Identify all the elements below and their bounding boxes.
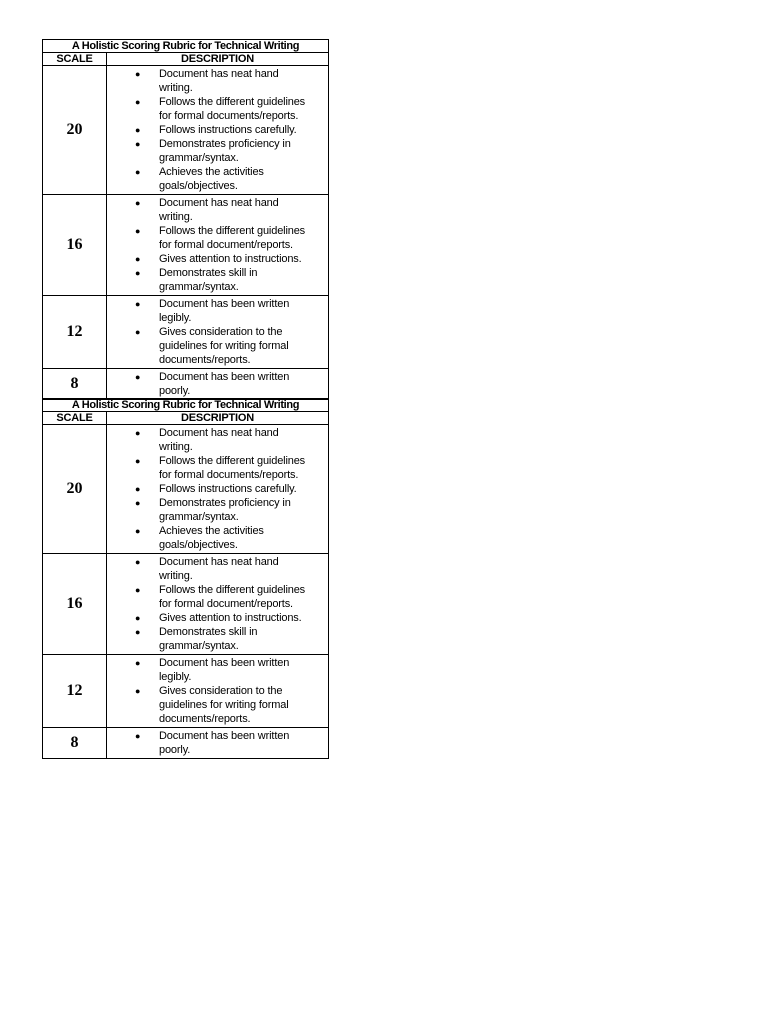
description-line: Gives attention to instructions. <box>159 253 302 265</box>
description-line: Gives consideration to the <box>159 326 283 338</box>
description-line: Follows the different guidelines <box>159 225 306 237</box>
description-item <box>107 482 326 496</box>
description-line: grammar/syntax. <box>159 511 239 523</box>
description-line: Demonstrates proficiency in <box>159 497 291 509</box>
rubric-row <box>43 425 329 554</box>
scale-value: 20 <box>43 66 107 195</box>
description-line: for formal documents/reports. <box>159 469 299 481</box>
bullet-icon: ● <box>135 428 141 438</box>
rubric-table <box>42 39 329 400</box>
rubric-row <box>43 554 329 655</box>
description-line: Demonstrates skill in <box>159 267 258 279</box>
bullet-icon: ● <box>135 69 141 79</box>
description-cell <box>107 66 329 195</box>
description-list <box>107 425 328 553</box>
rubric-row <box>43 66 329 195</box>
description-line: Document has neat hand <box>159 68 279 80</box>
description-line: legibly. <box>159 671 192 683</box>
description-item <box>107 729 326 757</box>
description-item <box>107 67 326 95</box>
rubric-row <box>43 728 329 759</box>
description-item <box>107 137 326 165</box>
description-cell <box>107 369 329 400</box>
description-line: Document has been written <box>159 298 290 310</box>
description-line: Demonstrates skill in <box>159 626 258 638</box>
description-line: documents/reports. <box>159 713 251 725</box>
description-cell <box>107 728 329 759</box>
scale-value: 12 <box>43 655 107 728</box>
description-item <box>107 123 326 137</box>
description-list <box>107 296 328 368</box>
rubric-table <box>42 398 329 759</box>
description-line: for formal document/reports. <box>159 598 293 610</box>
scale-value: 16 <box>43 195 107 296</box>
description-line: Document has been written <box>159 730 290 742</box>
description-line: Demonstrates proficiency in <box>159 138 291 150</box>
description-line: grammar/syntax. <box>159 640 239 652</box>
description-line: Follows the different guidelines <box>159 96 306 108</box>
bullet-icon: ● <box>135 198 141 208</box>
scale-value: 8 <box>43 369 107 400</box>
bullet-icon: ● <box>135 731 141 741</box>
description-line: Gives consideration to the <box>159 685 283 697</box>
description-item <box>107 325 326 367</box>
description-line: Gives attention to instructions. <box>159 612 302 624</box>
scale-value: 8 <box>43 728 107 759</box>
description-list <box>107 66 328 194</box>
bullet-icon: ● <box>135 627 141 637</box>
description-line: grammar/syntax. <box>159 152 239 164</box>
bullet-icon: ● <box>135 613 141 623</box>
description-item <box>107 252 326 266</box>
description-line: goals/objectives. <box>159 180 238 192</box>
bullet-icon: ● <box>135 585 141 595</box>
rubric-title: A Holistic Scoring Rubric for Technical Writing <box>43 40 329 53</box>
bullet-icon: ● <box>135 456 141 466</box>
scale-header: SCALE <box>43 412 107 425</box>
description-item <box>107 496 326 524</box>
description-list <box>107 195 328 295</box>
description-line: Follows the different guidelines <box>159 455 306 467</box>
description-line: guidelines for writing formal <box>159 699 289 711</box>
bullet-icon: ● <box>135 372 141 382</box>
description-line: Document has neat hand <box>159 556 279 568</box>
description-item <box>107 656 326 684</box>
bullet-icon: ● <box>135 557 141 567</box>
bullet-icon: ● <box>135 658 141 668</box>
description-item <box>107 454 326 482</box>
description-item <box>107 611 326 625</box>
description-item <box>107 196 326 224</box>
description-item <box>107 524 326 552</box>
rubric-row <box>43 296 329 369</box>
rubric-row <box>43 195 329 296</box>
description-item <box>107 266 326 294</box>
description-item <box>107 224 326 252</box>
description-header: DESCRIPTION <box>107 412 329 425</box>
description-line: writing. <box>159 570 193 582</box>
description-list <box>107 369 328 399</box>
description-header: DESCRIPTION <box>107 53 329 66</box>
description-item <box>107 625 326 653</box>
description-line: for formal documents/reports. <box>159 110 299 122</box>
description-item <box>107 583 326 611</box>
description-line: Follows instructions carefully. <box>159 124 297 136</box>
scale-value: 16 <box>43 554 107 655</box>
description-line: Document has neat hand <box>159 427 279 439</box>
description-line: Document has been written <box>159 657 290 669</box>
bullet-icon: ● <box>135 97 141 107</box>
bullet-icon: ● <box>135 327 141 337</box>
description-line: guidelines for writing formal <box>159 340 289 352</box>
scale-value: 12 <box>43 296 107 369</box>
description-line: Achieves the activities <box>159 166 264 178</box>
description-item <box>107 684 326 726</box>
description-line: goals/objectives. <box>159 539 238 551</box>
description-cell <box>107 296 329 369</box>
description-line: writing. <box>159 82 193 94</box>
bullet-icon: ● <box>135 268 141 278</box>
description-line: for formal document/reports. <box>159 239 293 251</box>
description-line: poorly. <box>159 744 191 756</box>
description-line: documents/reports. <box>159 354 251 366</box>
rubric-row <box>43 655 329 728</box>
description-item <box>107 297 326 325</box>
rubric-title: A Holistic Scoring Rubric for Technical Writing <box>43 399 329 412</box>
description-list <box>107 728 328 758</box>
description-item <box>107 165 326 193</box>
bullet-icon: ● <box>135 526 141 536</box>
bullet-icon: ● <box>135 139 141 149</box>
bullet-icon: ● <box>135 167 141 177</box>
bullet-icon: ● <box>135 299 141 309</box>
description-line: Achieves the activities <box>159 525 264 537</box>
description-line: poorly. <box>159 385 191 397</box>
description-item <box>107 426 326 454</box>
description-line: legibly. <box>159 312 192 324</box>
bullet-icon: ● <box>135 125 141 135</box>
description-cell <box>107 195 329 296</box>
description-cell <box>107 554 329 655</box>
description-line: Follows instructions carefully. <box>159 483 297 495</box>
bullet-icon: ● <box>135 484 141 494</box>
description-line: grammar/syntax. <box>159 281 239 293</box>
bullet-icon: ● <box>135 686 141 696</box>
description-list <box>107 655 328 727</box>
bullet-icon: ● <box>135 254 141 264</box>
description-list <box>107 554 328 654</box>
description-item <box>107 370 326 398</box>
description-line: Document has neat hand <box>159 197 279 209</box>
description-line: writing. <box>159 211 193 223</box>
scale-value: 20 <box>43 425 107 554</box>
description-line: Follows the different guidelines <box>159 584 306 596</box>
description-item <box>107 555 326 583</box>
description-cell <box>107 655 329 728</box>
description-cell <box>107 425 329 554</box>
rubric-row <box>43 369 329 400</box>
description-item <box>107 95 326 123</box>
scale-header: SCALE <box>43 53 107 66</box>
description-line: Document has been written <box>159 371 290 383</box>
bullet-icon: ● <box>135 226 141 236</box>
description-line: writing. <box>159 441 193 453</box>
bullet-icon: ● <box>135 498 141 508</box>
